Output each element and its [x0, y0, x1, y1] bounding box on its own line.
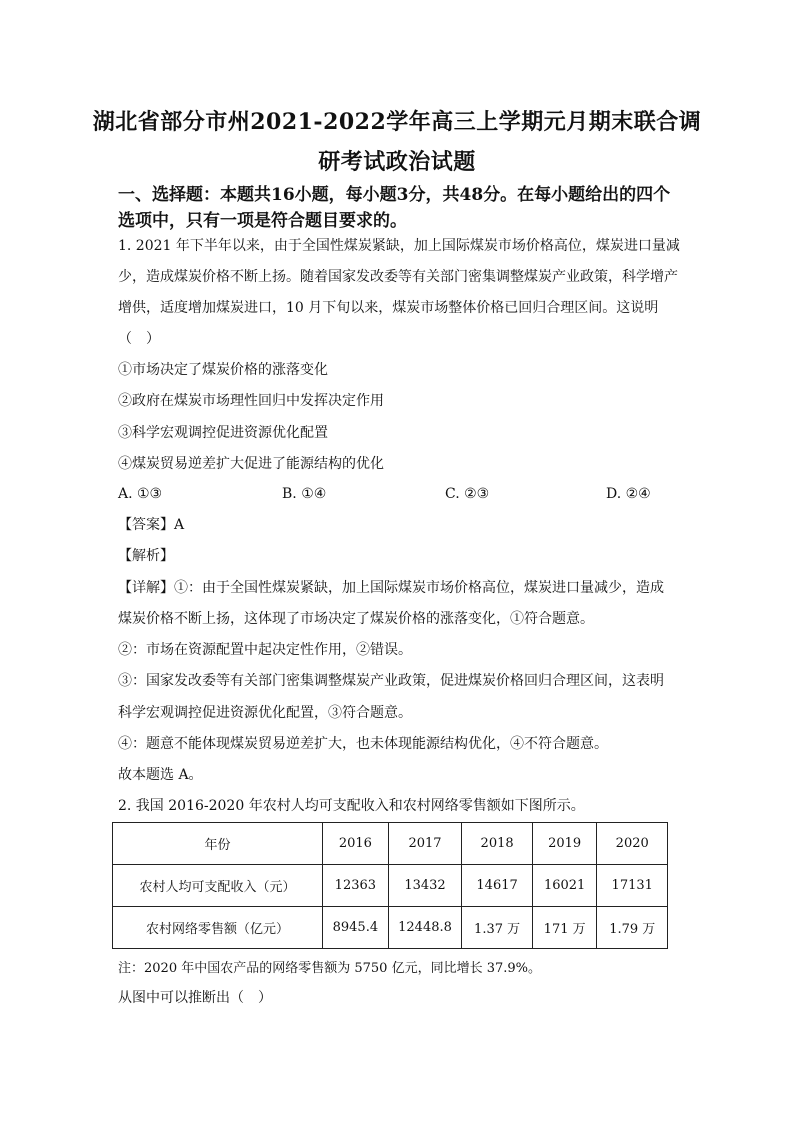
table-cell: 1.79 万 — [597, 907, 668, 949]
table-cell: 农村网络零售额（亿元） — [113, 907, 323, 949]
table-cell: 农村人均可支配收入（元） — [113, 865, 323, 907]
table-cell: 17131 — [597, 865, 668, 907]
q1-detail-line2: 煤炭价格不断上扬，这体现了市场决定了煤炭价格的涨落变化，①符合题意。 — [118, 611, 594, 627]
q1-option-1: ①市场决定了煤炭价格的涨落变化 — [118, 362, 328, 378]
section-header: 一、选择题：本题共16小题，每小题3分，共48分。在每小题给出的四个选项中，只有一项是符合题目要求的。 — [118, 185, 671, 231]
table-cell: 2017 — [388, 823, 462, 865]
table-row — [113, 865, 668, 907]
table-cell: 年份 — [113, 823, 323, 865]
table-cell: 12363 — [323, 865, 389, 907]
table-cell: 16021 — [532, 865, 597, 907]
q1-analysis: 【解析】 — [118, 548, 174, 564]
table-cell: 2020 — [597, 823, 668, 865]
q1-blank: （ ） — [118, 331, 160, 347]
q1-detail-3-line2: 科学宏观调控促进资源优化配置，③符合题意。 — [118, 705, 412, 721]
table-cell: 2018 — [462, 823, 533, 865]
table-cell: 8945.4 — [323, 907, 389, 949]
table-cell: 2016 — [323, 823, 389, 865]
q1-choice-a: A. ①③ — [118, 486, 163, 502]
q1-detail-4: ④：题意不能体现煤炭贸易逆差扩大，也未体现能源结构优化，④不符合题意。 — [118, 736, 608, 752]
q1-choice-c: C. ②③ — [445, 486, 490, 502]
q1-stem-line3: 增供，适度增加煤炭进口，10 月下旬以来，煤炭市场整体价格已回归合理区间。这说明 — [118, 300, 659, 316]
table-cell: 14617 — [462, 865, 533, 907]
q1-option-3: ③科学宏观调控促进资源优化配置 — [118, 425, 328, 441]
document-title-line1: 湖北省部分市州2021-2022学年高三上学期元月期末联合调 — [92, 109, 702, 135]
table-cell: 1.37 万 — [462, 907, 533, 949]
q2-question: 从图中可以推断出（ ） — [118, 990, 272, 1006]
data-table — [112, 822, 668, 949]
q1-stem-line2: 少，造成煤炭价格不断上扬。随着国家发改委等有关部门密集调整煤炭产业政策，科学增产 — [118, 269, 678, 285]
q1-option-4: ④煤炭贸易逆差扩大促进了能源结构的优化 — [118, 456, 384, 472]
q1-choice-b: B. ①④ — [282, 486, 327, 502]
q2-stem: 2. 我国 2016-2020 年农村人均可支配收入和农村网络零售额如下图所示。 — [118, 798, 585, 814]
q1-detail-line1: 【详解】①：由于全国性煤炭紧缺，加上国际煤炭市场价格高位，煤炭进口量减少，造成 — [118, 580, 664, 596]
table-cell: 12448.8 — [388, 907, 462, 949]
table-header-row — [113, 823, 668, 865]
table-cell: 13432 — [388, 865, 462, 907]
table-cell: 2019 — [532, 823, 597, 865]
q2-note: 注：2020 年中国农产品的网络零售额为 5750 亿元，同比增长 37.9%。 — [118, 961, 541, 976]
q1-stem-line1: 1. 2021 年下半年以来，由于全国性煤炭紧缺，加上国际煤炭市场价格高位，煤炭进口量减 — [118, 238, 680, 254]
table-row — [113, 907, 668, 949]
q1-detail-2: ②：市场在资源配置中起决定性作用，②错误。 — [118, 642, 412, 658]
q1-detail-3-line1: ③：国家发改委等有关部门密集调整煤炭产业政策，促进煤炭价格回归合理区间，这表明 — [118, 673, 664, 689]
q1-choice-d: D. ②④ — [606, 486, 651, 502]
q1-option-2: ②政府在煤炭市场理性回归中发挥决定作用 — [118, 393, 384, 409]
document-title-line2: 研考试政治试题 — [318, 149, 476, 175]
q1-conclusion: 故本题选 A。 — [118, 767, 203, 783]
table-cell: 171 万 — [532, 907, 597, 949]
q1-answer: 【答案】A — [118, 517, 185, 533]
